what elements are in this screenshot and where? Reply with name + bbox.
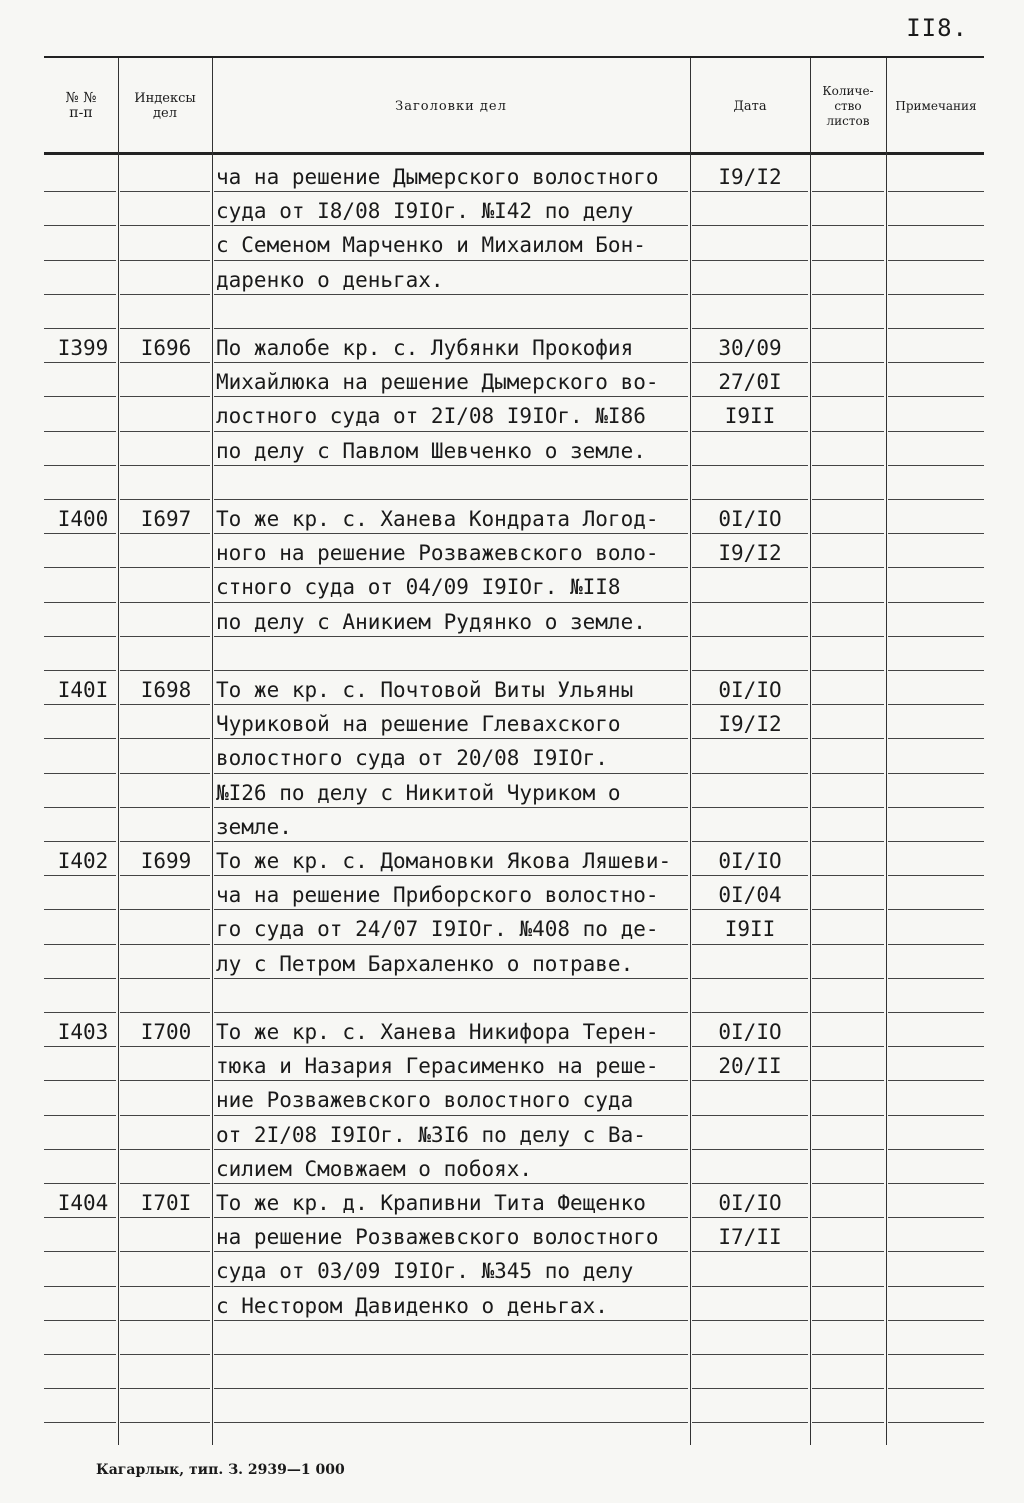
- ruled-line: [888, 567, 984, 568]
- ruled-line: [44, 1354, 116, 1355]
- ruled-line: [812, 362, 884, 363]
- entry-number: I402: [57, 849, 109, 873]
- entry-title-line: То же кр. с. Ханева Никифора Терен-: [216, 1020, 659, 1044]
- ruled-line: [888, 1149, 984, 1150]
- ruled-line: [888, 1183, 984, 1184]
- ruled-line: [120, 1149, 210, 1150]
- ruled-line: [812, 636, 884, 637]
- ruled-line: [44, 602, 116, 603]
- ruled-line: [44, 670, 116, 671]
- ruled-line: [888, 1115, 984, 1116]
- entry-date-line: I9/I2: [718, 712, 782, 737]
- ruled-line: [692, 225, 808, 226]
- ruled-line: [812, 602, 884, 603]
- entry-date-line: 0I/04: [718, 883, 782, 908]
- entry-date-line: 27/0I: [718, 370, 782, 395]
- ruled-line: [692, 1149, 808, 1150]
- entry-title-line: суда от 03/09 I9IOг. №345 по делу: [216, 1259, 634, 1284]
- ruled-line: [44, 909, 116, 910]
- ruled-line: [812, 1320, 884, 1321]
- header-num: № № п-п: [65, 90, 97, 121]
- ruled-line: [44, 191, 116, 192]
- entry-title-line: То же кр. с. Домановки Якова Ляшеви-: [216, 849, 672, 873]
- ruled-line: [888, 1286, 984, 1287]
- column-divider: [886, 58, 887, 1445]
- ruled-line: [692, 1012, 808, 1013]
- ruled-line: [812, 841, 884, 842]
- ruled-line: [692, 1354, 808, 1355]
- ruled-line: [44, 978, 116, 979]
- entry-title-line: Чуриковой на решение Глевахского: [216, 712, 621, 737]
- ruled-line: [812, 328, 884, 329]
- ruled-line: [120, 1388, 210, 1389]
- ruled-line: [812, 465, 884, 466]
- ruled-line: [888, 294, 984, 295]
- entry-title: [216, 502, 688, 639]
- header-date: Дата: [733, 98, 767, 114]
- ruled-line: [888, 636, 984, 637]
- ruled-line: [120, 670, 210, 671]
- ruled-line: [44, 499, 116, 500]
- ruled-line: [692, 260, 808, 261]
- ruled-line: [120, 636, 210, 637]
- ruled-line: [692, 773, 808, 774]
- ruled-line: [44, 225, 116, 226]
- entry-title-line: ние Розважевского волостного суда: [216, 1088, 634, 1113]
- ruled-line: [692, 807, 808, 808]
- column-divider: [810, 58, 811, 1445]
- entry-index: I697: [140, 507, 192, 531]
- entry-title-line: Михайлюка на решение Дымерского во-: [216, 370, 659, 395]
- ruled-line: [888, 875, 984, 876]
- entry-index: I698: [140, 678, 192, 702]
- entry-title-line: по делу с Аникием Рудянко о земле.: [216, 609, 646, 634]
- ruled-line: [120, 1251, 210, 1252]
- ruled-line: [812, 533, 884, 534]
- entry-title-line: от 2I/08 I9IOг. №3I6 по делу с Ва-: [216, 1122, 646, 1147]
- ruled-line: [44, 773, 116, 774]
- entry-date: [694, 844, 806, 947]
- entry-date-line: I9II: [724, 404, 776, 429]
- entry-number: I40I: [57, 678, 109, 702]
- ruled-line: [888, 1320, 984, 1321]
- ruled-line: [44, 1320, 116, 1321]
- ruled-line: [44, 294, 116, 295]
- ruled-line: [44, 260, 116, 261]
- ruled-line: [888, 465, 984, 466]
- ruled-line: [120, 773, 210, 774]
- entry-title: [216, 160, 688, 297]
- ruled-line: [812, 225, 884, 226]
- entry-title-line: с Семеном Марченко и Михаилом Бон-: [216, 233, 646, 258]
- entry-title-line: ча на решение Приборского волостно-: [216, 883, 659, 908]
- entry-index: I696: [140, 336, 192, 360]
- header-title: Заголовки дел: [395, 98, 507, 114]
- ruled-line: [692, 1388, 808, 1389]
- ruled-line: [888, 191, 984, 192]
- ruled-line: [214, 499, 688, 500]
- ruled-line: [120, 396, 210, 397]
- ruled-line: [812, 260, 884, 261]
- entry-title-line: тюка и Назария Герасименко на реше-: [216, 1054, 659, 1079]
- entry-title: [216, 1186, 688, 1323]
- ruled-line: [888, 260, 984, 261]
- entry-date-line: 0I/IO: [718, 1191, 782, 1215]
- entry-date: [694, 160, 806, 194]
- ruled-line: [812, 807, 884, 808]
- entry-date-line: 0I/IO: [718, 1020, 782, 1044]
- ruled-line: [692, 294, 808, 295]
- ruled-line: [44, 465, 116, 466]
- header-count: Количе- ство листов: [822, 83, 874, 128]
- ruled-line: [812, 773, 884, 774]
- entry-date: [694, 1186, 806, 1254]
- ruled-line: [214, 1354, 688, 1355]
- ruled-line: [888, 1422, 984, 1423]
- ruled-line: [120, 294, 210, 295]
- entry-date: [694, 673, 806, 741]
- ruled-line: [812, 1388, 884, 1389]
- ruled-line: [44, 431, 116, 432]
- entry-date-line: 0I/IO: [718, 849, 782, 873]
- entry-index: I699: [140, 849, 192, 873]
- header-bottom-rule: [44, 152, 984, 155]
- entry-title: [216, 331, 688, 468]
- ruled-line: [692, 1320, 808, 1321]
- entry-title-line: суда от I8/08 I9IOг. №I42 по делу: [216, 199, 634, 224]
- ruled-line: [44, 1422, 116, 1423]
- ruled-line: [888, 944, 984, 945]
- entry-title-line: лу с Петром Бархаленко о потраве.: [216, 951, 634, 976]
- entry-title-line: То же кр. с. Ханева Кондрата Логод-: [216, 507, 659, 531]
- ruled-line: [44, 807, 116, 808]
- ruled-line: [692, 602, 808, 603]
- ruled-line: [692, 1115, 808, 1116]
- ruled-line: [120, 1183, 210, 1184]
- ruled-line: [44, 1286, 116, 1287]
- ruled-line: [812, 1217, 884, 1218]
- entry-title: [216, 844, 688, 981]
- ruled-line: [120, 225, 210, 226]
- ruled-line: [812, 875, 884, 876]
- entry-number: I403: [57, 1020, 109, 1044]
- printer-imprint: Кагарлык, тип. З. 2939—1 000: [96, 1462, 345, 1478]
- ruled-line: [214, 328, 688, 329]
- ruled-line: [888, 773, 984, 774]
- ruled-line: [120, 328, 210, 329]
- ruled-line: [692, 670, 808, 671]
- ruled-line: [888, 1217, 984, 1218]
- ruled-line: [692, 328, 808, 329]
- entry-title-line: силием Смовжаем о побоях.: [216, 1156, 533, 1181]
- ruled-line: [812, 1046, 884, 1047]
- entry-index: I700: [140, 1020, 192, 1044]
- entry-title-line: ча на решение Дымерского волостного: [216, 165, 659, 189]
- ruled-line: [888, 978, 984, 979]
- ruled-line: [214, 670, 688, 671]
- entry-date: [694, 502, 806, 570]
- ruled-line: [44, 636, 116, 637]
- entry-date-line: 0I/IO: [718, 507, 782, 531]
- header-notes: Примечания: [895, 98, 977, 113]
- ruled-line: [888, 328, 984, 329]
- ruled-line: [888, 1388, 984, 1389]
- ruled-line: [888, 431, 984, 432]
- entry-title-line: го суда от 24/07 I9IOг. №408 по де-: [216, 917, 659, 942]
- ruled-line: [120, 465, 210, 466]
- entry-title: [216, 1015, 688, 1186]
- ruled-line: [44, 841, 116, 842]
- ruled-line: [214, 1388, 688, 1389]
- entry-title-line: То же кр. д. Крапивни Тита Фещенко: [216, 1191, 646, 1215]
- ruled-line: [812, 396, 884, 397]
- entry-title-line: с Нестором Давиденко о деньгах.: [216, 1293, 608, 1318]
- header-index: Индексы дел: [134, 91, 196, 121]
- ruled-line: [44, 1080, 116, 1081]
- ruled-line: [812, 1115, 884, 1116]
- ruled-line: [214, 1012, 688, 1013]
- ruled-line: [888, 1012, 984, 1013]
- ruled-line: [888, 1354, 984, 1355]
- ruled-line: [888, 225, 984, 226]
- ruled-line: [120, 841, 210, 842]
- ruled-line: [120, 978, 210, 979]
- entry-date-line: 30/09: [718, 336, 782, 360]
- entry-title-line: лостного суда от 2I/08 I9IOг. №I86: [216, 404, 646, 429]
- ruled-line: [812, 1354, 884, 1355]
- entry-number: I400: [57, 507, 109, 531]
- ruled-line: [44, 328, 116, 329]
- ruled-line: [812, 1012, 884, 1013]
- entry-title-line: По жалобе кр. с. Лубянки Прокофия: [216, 336, 634, 360]
- ruled-line: [812, 670, 884, 671]
- ruled-line: [44, 1388, 116, 1389]
- ruled-line: [692, 1286, 808, 1287]
- ruled-line: [812, 499, 884, 500]
- ruled-line: [692, 1422, 808, 1423]
- ruled-line: [692, 465, 808, 466]
- entry-number: I399: [57, 336, 109, 360]
- column-divider: [118, 58, 119, 1445]
- entry-title-line: даренко о деньгах.: [216, 267, 444, 292]
- ruled-line: [120, 738, 210, 739]
- ruled-line: [120, 1115, 210, 1116]
- ruled-line: [888, 1251, 984, 1252]
- ruled-line: [120, 944, 210, 945]
- ruled-line: [812, 1286, 884, 1287]
- ruled-line: [44, 1149, 116, 1150]
- ruled-line: [120, 909, 210, 910]
- ruled-line: [44, 1251, 116, 1252]
- ruled-line: [120, 1012, 210, 1013]
- ruled-line: [812, 909, 884, 910]
- ruled-line: [812, 1183, 884, 1184]
- ruled-line: [812, 1080, 884, 1081]
- ruled-line: [812, 738, 884, 739]
- entry-title-line: стного суда от 04/09 I9IOг. №II8: [216, 575, 621, 600]
- ruled-line: [888, 499, 984, 500]
- entry-title-line: по делу с Павлом Шевченко о земле.: [216, 438, 646, 463]
- ruled-line: [120, 567, 210, 568]
- ruled-line: [44, 1012, 116, 1013]
- ruled-line: [120, 499, 210, 500]
- entry-date: [694, 331, 806, 434]
- column-divider: [690, 58, 691, 1445]
- page-number: II8.: [906, 14, 968, 42]
- ruled-line: [888, 602, 984, 603]
- ruled-line: [692, 978, 808, 979]
- entry-title-line: ного на решение Розважевского воло-: [216, 541, 659, 566]
- ruled-line: [120, 260, 210, 261]
- entry-title-line: То же кр. с. Почтовой Виты Ульяны: [216, 678, 634, 702]
- ruled-line: [120, 1354, 210, 1355]
- ruled-line: [812, 704, 884, 705]
- entry-date-line: 0I/IO: [718, 678, 782, 702]
- entry-title-line: земле.: [216, 814, 292, 839]
- ruled-line: [44, 738, 116, 739]
- ruled-line: [44, 1115, 116, 1116]
- column-divider: [212, 58, 213, 1445]
- entry-index: I70I: [140, 1191, 192, 1215]
- ruled-line: [44, 567, 116, 568]
- ruled-line: [888, 807, 984, 808]
- ruled-line: [812, 191, 884, 192]
- entry-title: [216, 673, 688, 844]
- ruled-line: [812, 944, 884, 945]
- ruled-line: [120, 1080, 210, 1081]
- ruled-line: [120, 1320, 210, 1321]
- ruled-line: [120, 431, 210, 432]
- ruled-line: [692, 636, 808, 637]
- ruled-line: [888, 396, 984, 397]
- ruled-line: [44, 944, 116, 945]
- ruled-line: [812, 1251, 884, 1252]
- ruled-line: [812, 431, 884, 432]
- ruled-line: [812, 1422, 884, 1423]
- ruled-line: [812, 1149, 884, 1150]
- ruled-line: [888, 362, 984, 363]
- ruled-line: [120, 191, 210, 192]
- ruled-line: [888, 738, 984, 739]
- entry-date: [694, 1015, 806, 1083]
- entry-date-line: I9II: [724, 917, 776, 942]
- ruled-line: [888, 670, 984, 671]
- ruled-line: [120, 1422, 210, 1423]
- ruled-line: [120, 1286, 210, 1287]
- ruled-line: [692, 841, 808, 842]
- entry-number: I404: [57, 1191, 109, 1215]
- entry-date-line: 20/II: [718, 1054, 782, 1079]
- ruled-line: [812, 567, 884, 568]
- ruled-line: [120, 807, 210, 808]
- entry-date-line: I9/I2: [718, 541, 782, 566]
- entry-title-line: на решение Розважевского волостного: [216, 1225, 659, 1250]
- ruled-line: [44, 396, 116, 397]
- ruled-line: [812, 978, 884, 979]
- ruled-line: [888, 909, 984, 910]
- ruled-line: [888, 841, 984, 842]
- ruled-line: [44, 1183, 116, 1184]
- entry-title-line: №I26 по делу с Никитой Чуриком о: [216, 780, 621, 805]
- ruled-line: [888, 1080, 984, 1081]
- ruled-line: [888, 1046, 984, 1047]
- ruled-line: [888, 533, 984, 534]
- ruled-line: [214, 1422, 688, 1423]
- ruled-line: [120, 602, 210, 603]
- entry-title-line: волостного суда от 20/08 I9IOг.: [216, 746, 608, 771]
- ruled-line: [812, 294, 884, 295]
- entry-date-line: I9/I2: [718, 165, 782, 189]
- ruled-line: [692, 499, 808, 500]
- header-top-rule: [44, 56, 984, 58]
- ruled-line: [888, 704, 984, 705]
- entry-date-line: I7/II: [718, 1225, 782, 1250]
- ruled-line: [692, 1183, 808, 1184]
